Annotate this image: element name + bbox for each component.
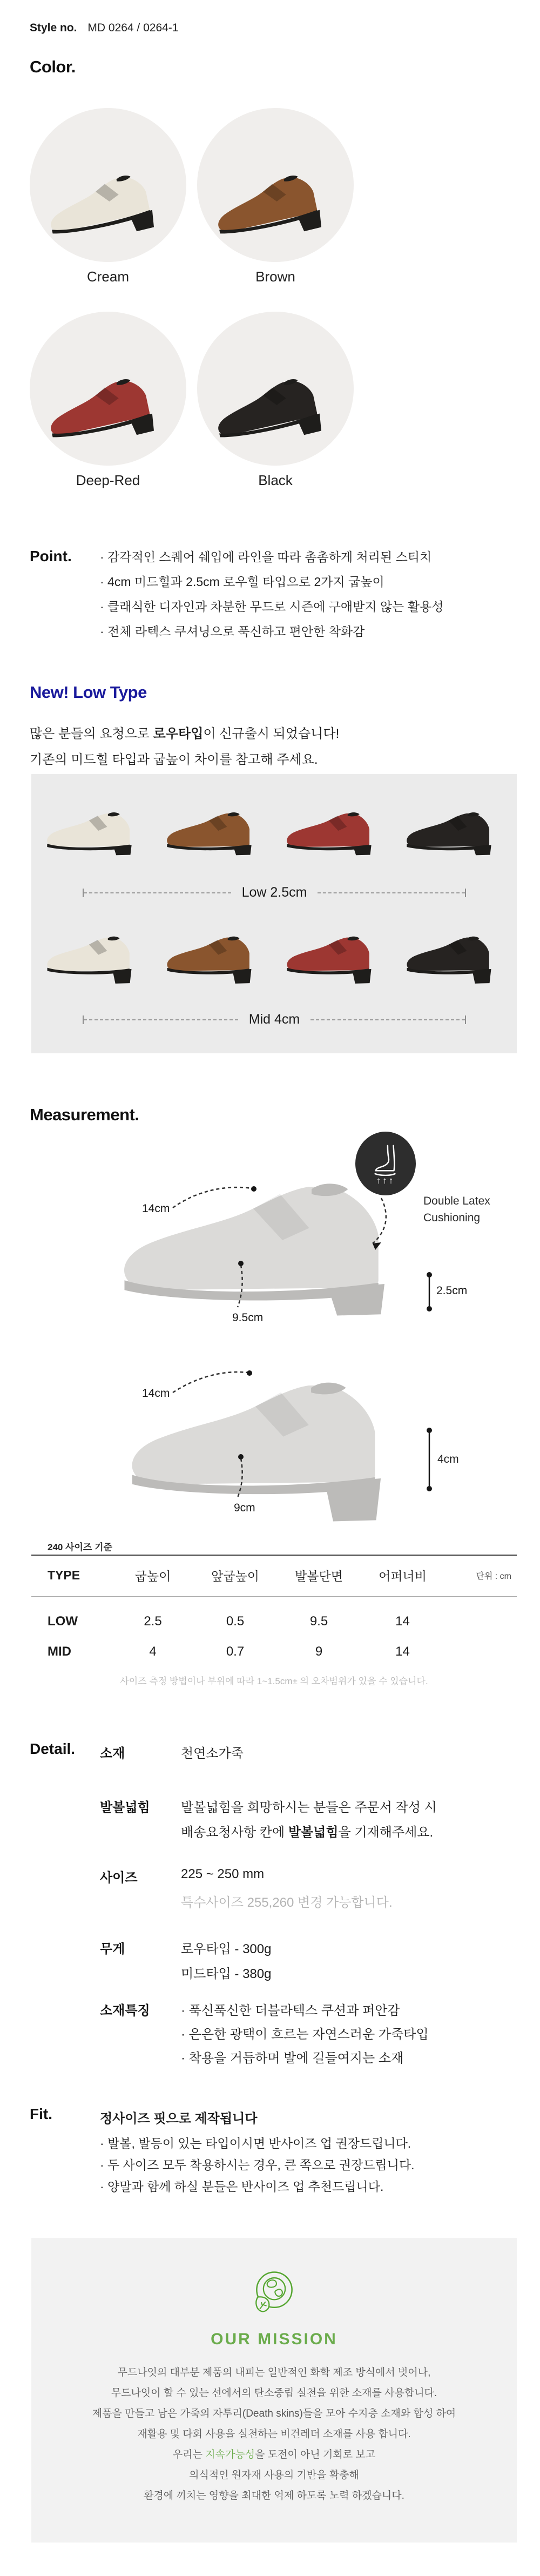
new-low-type-line2: 기존의 미드힐 타입과 굽높이 차이를 참고해 주세요. [30, 752, 318, 767]
mid-outsole-label: 9cm [234, 1502, 255, 1514]
badge-line2: Cushioning [423, 1212, 481, 1224]
header-width-section: 발볼단면 [295, 1569, 343, 1583]
material-feature-1: · 푹신푹신한 더블라텍스 쿠션과 퍼안감 [181, 2003, 400, 2018]
width-option-label: 발볼넓힘 [100, 1800, 150, 1815]
table-header-row [31, 1556, 517, 1596]
measurement-tolerance-note: 사이즈 측정 방법이나 부위에 따라 1~1.5cm± 의 오차범위가 있을 수 있습니다. [120, 1676, 428, 1686]
badge-line1: Double Latex [423, 1195, 490, 1207]
mission-line5-post: 을 도전이 아닌 기회로 보고 [255, 2449, 376, 2460]
mid-length-label: 14cm [142, 1387, 170, 1400]
width-line2-post: 을 기재해주세요. [338, 1825, 434, 1840]
color-swatch-cream [30, 108, 186, 262]
measurement-table [31, 1555, 517, 1669]
style-number-label: Style no. [30, 22, 77, 34]
point-bullet: · 클래식한 디자인과 차분한 무드로 시즌에 구애받지 않는 활용성 [100, 600, 444, 614]
double-latex-text [423, 1193, 490, 1226]
color-label-brown: Brown [255, 268, 295, 285]
mission-line: 무드나잇의 대부분 제품의 내피는 일반적인 화학 제조 방식에서 벗어나, [117, 2367, 431, 2378]
low-heel-dimension [83, 885, 466, 900]
material-value: 천연소가죽 [181, 1746, 244, 1761]
new-low-line1-bold: 로우타입 [153, 727, 204, 741]
header-upper-width: 어퍼너비 [379, 1569, 427, 1583]
size-label: 사이즈 [100, 1871, 138, 1885]
our-mission-section [31, 2238, 517, 2543]
mission-line-sustainability [31, 2445, 517, 2465]
fit-bullet: · 발볼, 발등이 있는 타입이시면 반사이즈 업 권장드립니다. [100, 2136, 411, 2150]
width-option-line1: 발볼넓힘을 희망하시는 분들은 주문서 작성 시 [181, 1800, 437, 1815]
cream-shoe-image [38, 159, 173, 251]
fit-bullet-list [100, 2133, 415, 2197]
unit-label: 단위 : cm [476, 1572, 511, 1581]
mission-line: 환경에 끼치는 영향을 최대한 억제 하도록 노력 하겠습니다. [144, 2490, 404, 2501]
table-row-low [31, 1597, 517, 1637]
low-shoe-brown [163, 805, 266, 856]
color-label-cream: Cream [86, 268, 129, 285]
material-feature-3: · 착용을 거듭하며 발에 길들여지는 소재 [181, 2051, 404, 2066]
cushion-arrows: ↑↑↑ [376, 1175, 395, 1186]
mission-heading: OUR MISSION [211, 2330, 338, 2348]
mid-heel-dimension [83, 1012, 466, 1027]
style-number-line [30, 22, 178, 35]
low-heel-label: Low 2.5cm [241, 885, 307, 900]
new-low-type-line1 [30, 723, 339, 742]
size-special-note: 특수사이즈 255,260 변경 가능합니다. [181, 1895, 393, 1910]
fit-bullet: · 두 사이즈 모두 착용하시는 경우, 큰 쪽으로 권장드립니다. [100, 2158, 415, 2172]
mid-heel-label: Mid 4cm [248, 1012, 300, 1027]
color-label-deep-red: Deep-Red [76, 472, 140, 488]
mid-shoe-cream [43, 930, 146, 985]
color-swatch-black [197, 312, 354, 466]
low-annotation-lines [31, 1129, 517, 1337]
row-mid-heel: 4 [149, 1644, 157, 1659]
style-number-value: MD 0264 / 0264-1 [87, 22, 179, 34]
header-heel-height: 굽높이 [134, 1569, 171, 1583]
detail-heading: Detail. [30, 1740, 76, 1757]
row-low-heel: 2.5 [144, 1614, 162, 1629]
mid-heel-height-label: 4cm [437, 1453, 459, 1465]
mid-type-shoe-row [31, 930, 517, 985]
new-low-line1-pre: 많은 분들의 요청으로 [30, 727, 153, 741]
material-feature-2: · 은은한 광택이 흐르는 자연스러운 가죽타입 [181, 2027, 429, 2042]
new-low-line1-post: 이 신규출시 되었습니다! [203, 727, 340, 741]
deep-red-shoe-image [38, 363, 173, 454]
low-length-label: 14cm [142, 1202, 170, 1215]
weight-mid-value: 미드타입 - 380g [181, 1967, 272, 1981]
mission-line5-green: 지속가능성 [205, 2449, 255, 2460]
black-shoe-image [205, 363, 341, 454]
width-line2-pre: 배송요청사항 칸에 [181, 1825, 288, 1840]
fit-headline: 정사이즈 핏으로 제작됩니다 [100, 2111, 258, 2126]
dashed-line [318, 892, 465, 893]
fit-bullet: · 양말과 함께 하실 분들은 반사이즈 업 추천드립니다. [100, 2180, 384, 2194]
point-bullet: · 전체 라텍스 쿠셔닝으로 푹신하고 편안한 착화감 [100, 624, 365, 638]
fit-heading: Fit. [30, 2106, 52, 2122]
color-heading: Color. [30, 57, 76, 76]
dimension-tick [465, 889, 466, 897]
dashed-line [84, 892, 231, 893]
size-basis-note: 240 사이즈 기준 [48, 1542, 112, 1552]
width-option-line2 [181, 1821, 433, 1840]
heel-type-comparison-box [31, 774, 517, 1053]
dashed-line [84, 1019, 238, 1020]
mission-body [31, 2363, 517, 2506]
low-type-shoe-row [31, 805, 517, 856]
mission-line: 제품을 만들고 남은 가죽의 자투리(Death skins)들을 모아 수지층 소재와 합성 하여 [92, 2408, 456, 2419]
row-mid-width: 9 [315, 1644, 323, 1659]
measurement-figure-low [31, 1129, 517, 1337]
header-type: TYPE [48, 1568, 80, 1582]
mid-shoe-black [403, 930, 505, 985]
row-low-upper: 14 [395, 1614, 410, 1629]
double-latex-badge [355, 1132, 416, 1195]
mid-annotation-lines [31, 1355, 517, 1522]
new-low-type-heading: New! Low Type [30, 683, 147, 702]
dimension-tick [465, 1015, 466, 1024]
mission-line: 의식적인 원자재 사용의 기반을 확충해 [189, 2470, 359, 2481]
mid-shoe-brown [163, 930, 266, 985]
size-value: 225 ~ 250 mm [181, 1867, 265, 1881]
row-mid-front: 0.7 [226, 1644, 245, 1659]
row-low-front: 0.5 [226, 1614, 245, 1629]
mid-shoe-deep-red [283, 930, 386, 985]
color-label-black: Black [258, 472, 293, 488]
material-label: 소재 [100, 1746, 125, 1761]
header-front-height: 앞굽높이 [211, 1569, 259, 1583]
measurement-heading: Measurement. [30, 1105, 139, 1124]
row-mid-upper: 14 [395, 1644, 410, 1659]
table-row-mid [31, 1637, 517, 1669]
point-bullet-list [100, 544, 443, 644]
point-heading: Point. [30, 548, 72, 564]
width-line2-bold: 발볼넓힘 [288, 1825, 339, 1840]
mission-line: 무드나잇이 할 수 있는 선에서의 탄소중립 실천을 위한 소재를 사용합니다. [111, 2387, 437, 2399]
color-swatch-deep-red [30, 312, 186, 466]
eco-globe-icon [31, 2266, 517, 2321]
material-feature-label: 소재특징 [100, 2003, 150, 2018]
row-mid-type: MID [48, 1644, 71, 1659]
point-bullet: · 감각적인 스퀘어 쉐입에 라인을 따라 촘촘하게 처리된 스티치 [100, 550, 432, 564]
low-shoe-cream [43, 805, 146, 856]
row-low-width: 9.5 [309, 1614, 328, 1629]
row-low-type: LOW [48, 1614, 78, 1629]
mission-line: 재활용 및 다회 사용을 실천하는 비건레더 소재를 사용 합니다. [137, 2429, 411, 2440]
point-bullet: · 4cm 미드힐과 2.5cm 로우힐 타입으로 2가지 굽높이 [100, 575, 384, 589]
measurement-figure-mid [31, 1355, 517, 1522]
dashed-line [310, 1019, 465, 1020]
brown-shoe-image [205, 159, 341, 251]
low-shoe-deep-red [283, 805, 386, 856]
weight-low-value: 로우타입 - 300g [181, 1942, 272, 1956]
mission-line5-pre: 우리는 [172, 2449, 206, 2460]
weight-label: 무게 [100, 1942, 125, 1956]
low-outsole-label: 9.5cm [232, 1311, 264, 1324]
color-swatch-brown [197, 108, 354, 262]
foot-cushion-icon [370, 1142, 401, 1176]
low-shoe-black [403, 805, 505, 856]
low-heel-height-label: 2.5cm [436, 1284, 468, 1297]
